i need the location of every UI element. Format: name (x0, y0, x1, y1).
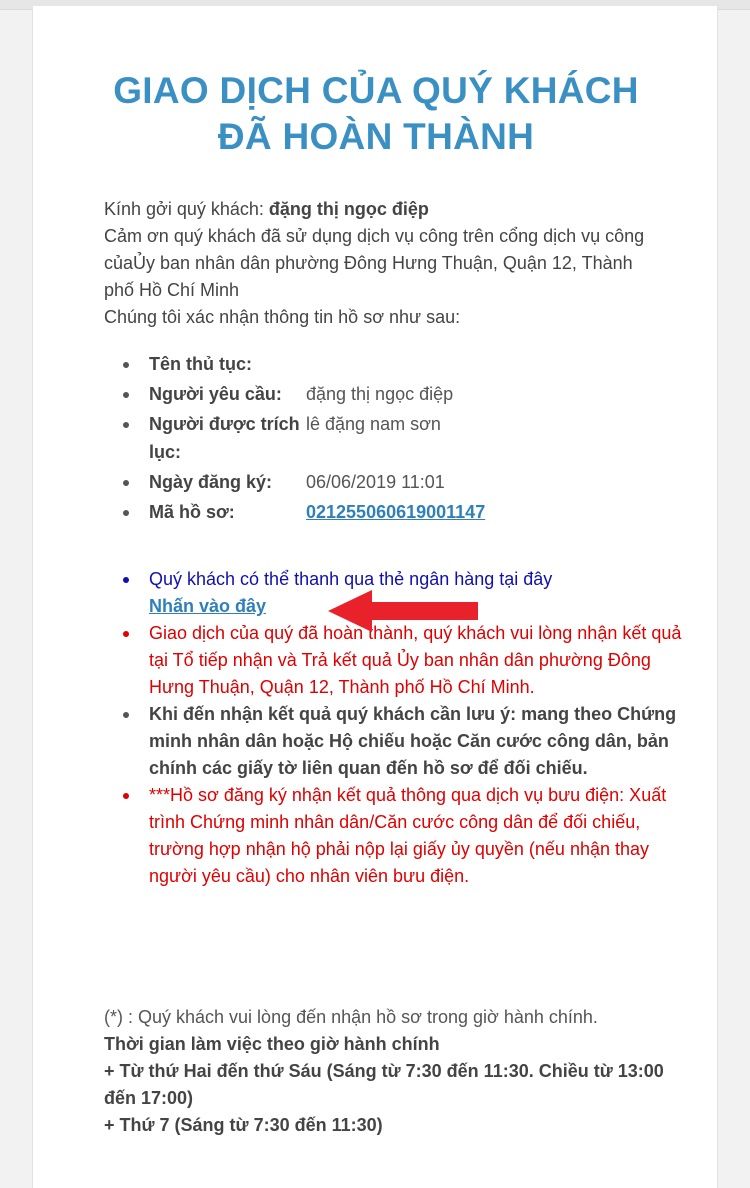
footer (104, 1004, 664, 1139)
page-title (33, 68, 719, 160)
date-value: 06/06/2019 11:01 (306, 472, 445, 492)
subject-label: Người được trích lục: (149, 414, 300, 462)
note-postal: ***Hồ sơ đăng ký nhận kết quả thông qua dịch vụ bưu điện: Xuất trình Chứng minh nhân dân/Căn cước công dân để đối chiếu, trường hợp nhận hộ phải nộp lại giấy ủy quyền (nếu nhận thay người yêu cầu) cho nhân viên bưu điện. (123, 782, 683, 890)
requester-label: Người yêu cầu: (149, 384, 282, 404)
info-item-code (123, 498, 663, 526)
customer-name: đặng thị ngọc điệp (268, 199, 429, 219)
note-bring-documents: Khi đến nhận kết quả quý khách cần lưu ý: mang theo Chứng minh nhân dân hoặc Hộ chiếu hoặc Căn cước công dân, bản chính các giấy tờ liên quan đến hồ sơ để đối chiếu. (123, 701, 683, 782)
thanks-message: Cảm ơn quý khách đã sử dụng dịch vụ công trên cổng dịch vụ công củaỦy ban nhân dân phường Đông Hưng Thuận, Quận 12, Thành phố Hồ Chí Minh (104, 226, 645, 300)
subject-value: lê đặng nam sơn (306, 414, 441, 434)
procedure-label: Tên thủ tục: (149, 354, 252, 374)
info-item-requester (123, 380, 663, 408)
title-line-1: GIAO DỊCH CỦA QUÝ KHÁCH (113, 70, 639, 111)
office-hours-note: (*) : Quý khách vui lòng đến nhận hồ sơ trong giờ hành chính. (104, 1007, 598, 1027)
red-left-arrow-icon (328, 590, 478, 632)
confirm-message: Chúng tôi xác nhận thông tin hồ sơ như sau: (104, 307, 461, 327)
record-info-list (123, 350, 663, 528)
info-item-subject (123, 410, 663, 466)
title-line-2: ĐÃ HOÀN THÀNH (217, 116, 535, 157)
info-item-procedure (123, 350, 663, 378)
code-label: Mã hồ sơ: (149, 502, 235, 522)
hours-saturday: + Thứ 7 (Sáng từ 7:30 đến 11:30) (104, 1115, 383, 1135)
payment-text: Quý khách có thể thanh qua thẻ ngân hàng tại đây (149, 569, 553, 589)
info-item-date (123, 468, 663, 496)
greeting (104, 196, 664, 223)
email-card (32, 6, 718, 1188)
record-code-link[interactable]: 021255060619001147 (306, 502, 486, 522)
date-label: Ngày đăng ký: (149, 472, 273, 492)
hours-weekdays: + Từ thứ Hai đến thứ Sáu (Sáng từ 7:30 đến 11:30. Chiều từ 13:00 đến 17:00) (104, 1061, 664, 1108)
note-completed: Giao dịch của quý đã hoàn thành, quý khách vui lòng nhận kết quả tại Tổ tiếp nhận và Trả kết quả Ủy ban nhân dân phường Đông Hưng Thuận, Quận 12, Thành phố Hồ Chí Minh. (123, 620, 683, 701)
intro-text (104, 196, 664, 331)
payment-link[interactable]: Nhấn vào đây (149, 596, 267, 616)
requester-value: đặng thị ngọc điệp (306, 384, 454, 404)
hours-title: Thời gian làm việc theo giờ hành chính (104, 1034, 440, 1054)
greeting-prefix: Kính gởi quý khách: (104, 199, 269, 219)
